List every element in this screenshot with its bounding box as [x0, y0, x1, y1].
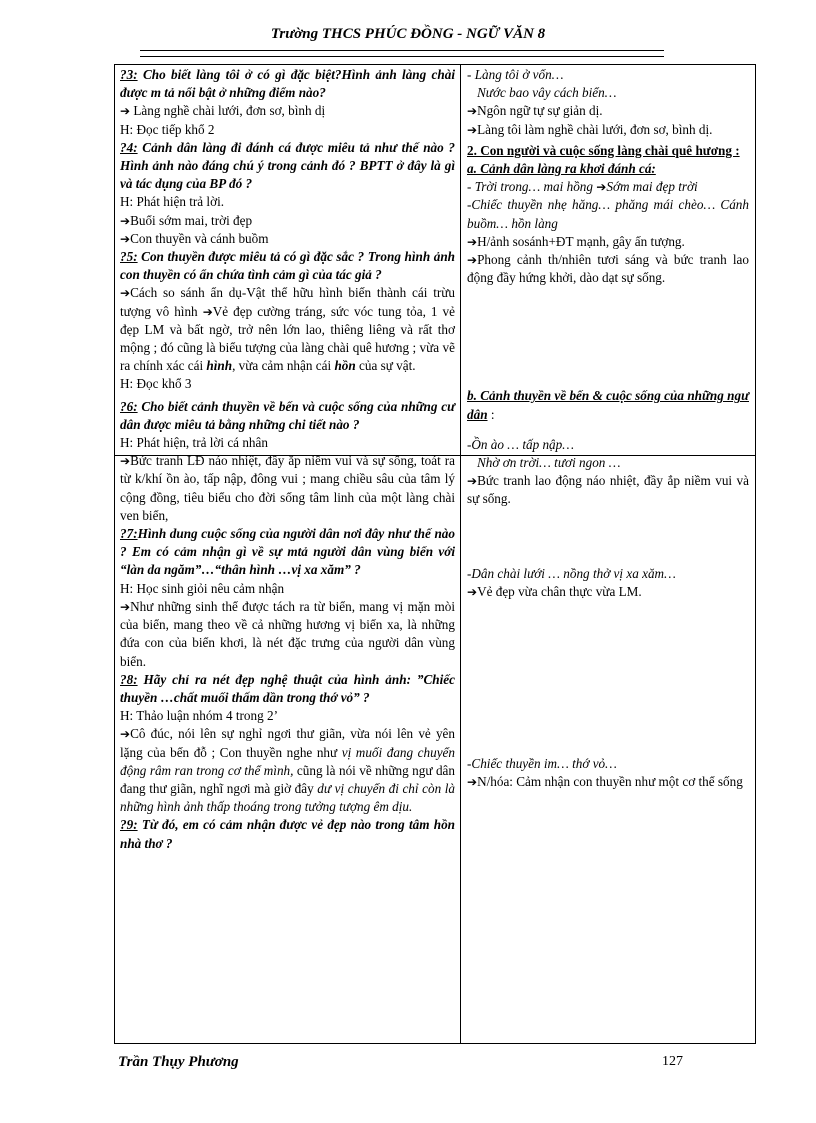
instruction-phathien: H: Phát hiện trả lời.	[120, 194, 225, 210]
quote-troi-trong: - Trời trong… mai hồng ➔Sớm mai đẹp trời	[467, 179, 698, 195]
note-nhan-hoa: ➔N/hóa: Cảm nhận con thuyền như một cơ thể sống	[467, 774, 743, 790]
answer-8: ➔Cô đúc, nói lên sự nghỉ ngơi thư giãn, vừa nói lên vẻ yên lặng của bến đỗ ; Con thuyền nghe như vị muối đang chuyển động râm ran trong cơ thể mình, cũng là nói về những ngư dân đang thư giãn, nghĩ ngơi mà giờ đây dư vị chuyến đi chỉ còn là những hình ảnh thấp thoáng trong tưởng tượng êm dịu.	[120, 726, 456, 815]
answer-4-2: ➔Con thuyền và cánh buồm	[120, 230, 269, 246]
instruction-canhan: H: Phát hiện, trả lời cá nhân	[120, 435, 268, 451]
arrow-icon: ➔	[596, 180, 607, 195]
answer-7: ➔Như những sinh thể được tách ra từ biển, mang vị mặn mòi của biển, mang theo về cả những hương vị biển xa, là những đứa con của biển khơi, là nét đặc trưng của người dân vùng biển.	[120, 598, 455, 669]
note-ve-dep: ➔Vẻ đẹp vừa chân thực vừa LM.	[467, 583, 642, 599]
section-2-heading: 2. Con người và cuộc sống làng chài quê hương :	[467, 142, 740, 158]
question-5: ?5: Con thuyền được miêu tả có gì đặc sắc ? Trong hình ảnh con thuyền có ẩn chứa tình cảm gì của tác giả ?	[120, 249, 455, 283]
instruction-hsgioi: H: Học sinh giỏi nêu cảm nhận	[120, 580, 285, 596]
answer-3: ➔ Làng nghề chài lưới, đơn sơ, bình dị	[120, 103, 326, 119]
arrow-icon: ➔	[120, 213, 131, 228]
quote-nuoc-bao-vay: Nước bao vây cách biển…	[477, 85, 617, 101]
arrow-icon: ➔	[467, 775, 478, 790]
quote-nho-on-troi: Nhờ ơn trời… tươi ngon …	[477, 455, 621, 471]
instruction-kho2: H: Đọc tiếp khổ 2	[120, 121, 215, 137]
arrow-icon: ➔	[467, 253, 478, 268]
quote-on-ao: -Ồn ào … tấp nập…	[467, 436, 574, 452]
section-b-heading: b. Cảnh thuyền về bến & cuộc sống của những ngư dân :	[467, 388, 749, 422]
arrow-icon: ➔	[467, 104, 478, 119]
note-ngon-ngu: ➔Ngôn ngữ tự sự giản dị.	[467, 103, 603, 119]
note-phong-canh: ➔Phong cảnh th/nhiên tươi sáng và bức tranh lao động đầy hứng khởi, dào dạt sự sống.	[467, 252, 749, 286]
answer-5: ➔Cách so sánh ẩn dụ-Vật thể hữu hình biến thành cái trừu tượng vô hình ➔Vẻ đẹp cường tráng, sức vóc tung tỏa, 1 vẻ đẹp LM và bất ngờ, trở nên lớn lao, thiêng liêng và rất thơ mộng ; đó cũng là biểu tượng của làng chài quê hương ; vừa vẽ ra chính xác cái hình, vừa cảm nhận cái hồn của sự vật.	[120, 285, 456, 374]
arrow-icon: ➔	[467, 234, 478, 249]
question-6: ?6: Cho biết cảnh thuyền về bến và cuộc sống của những cư dân được miêu tả bằng những chi tiết nào ?	[120, 398, 455, 432]
section-a-heading: a. Cảnh dân làng ra khơi đánh cá:	[467, 161, 656, 177]
column-divider	[460, 65, 461, 1043]
arrow-icon: ➔	[120, 599, 131, 614]
arrow-icon: ➔	[467, 474, 478, 489]
arrow-icon: ➔	[120, 231, 131, 246]
instruction-kho3: H: Đọc khổ 3	[120, 376, 192, 392]
quote-dan-chai: -Dân chài lưới … nồng thở vị xa xăm…	[467, 565, 676, 581]
question-8: ?8: Hãy chỉ ra nét đẹp nghệ thuật của hình ảnh: ”Chiếc thuyền …chất muối thấm dần trong thớ vỏ” ?	[120, 671, 455, 705]
answer-4-1: ➔Buổi sớm mai, trời đẹp	[120, 212, 253, 228]
quote-lang-toi: - Làng tôi ở vốn…	[467, 67, 564, 82]
arrow-icon: ➔	[120, 104, 131, 119]
arrow-icon: ➔	[120, 454, 131, 469]
quote-chiec-thuyen: -Chiếc thuyền nhẹ hăng… phăng mái chèo… Cánh buồm… hồn làng	[467, 197, 749, 231]
left-column	[120, 66, 455, 853]
question-9: ?9: Từ đó, em có cảm nhận được vẻ đẹp nào trong tâm hồn nhà thơ ?	[120, 817, 455, 851]
quote-chiec-thuyen-im: -Chiếc thuyền im… thớ vỏ…	[467, 756, 617, 772]
note-buc-tranh: ➔Bức tranh lao động náo nhiệt, đầy ắp niềm vui và sự sống.	[467, 473, 749, 507]
question-4: ?4: Cảnh dân làng đi đánh cá được miêu tả như thế nào ? Hình ảnh nào đáng chú ý trong cảnh đó ? BPTT ở đây là gì và tác dụng của BP đó ?	[120, 139, 455, 192]
note-lang-toi: ➔Làng tôi làm nghề chài lưới, đơn sơ, bình dị.	[467, 121, 713, 137]
arrow-icon: ➔	[120, 727, 131, 742]
lesson-table	[114, 64, 756, 1044]
question-3: ?3: Cho biết làng tôi ở có gì đặc biệt?Hình ảnh làng chài được m tả nổi bật ở những điểm nào?	[120, 67, 455, 101]
arrow-icon: ➔	[467, 584, 478, 599]
header-rule	[140, 50, 664, 57]
arrow-icon: ➔	[120, 286, 131, 301]
page-number: 127	[662, 1054, 683, 1069]
question-7: ?7:Hình dung cuộc sống của người dân nơi đây như thế nào ? Em có cảm nhận gì về sự mtả người dân vùng biển với “làn da ngăm”…“thân hình …vị xa xăm” ?	[120, 526, 455, 578]
arrow-icon: ➔	[467, 122, 478, 137]
answer-6: ➔Bức tranh LĐ náo nhiệt, đầy ắp niềm vui và sự sống, toát ra từ k/khí ồn ào, tấp nập, đông vui ; mang chiều sâu của tâm lý cộng đồng, tiêu biểu cho đời sống tâm linh của một làng chài ven biển,	[120, 453, 455, 523]
instruction-thaoluan: H: Thảo luận nhóm 4 trong 2’	[120, 708, 278, 724]
page-header: Trường THCS PHÚC ĐỒNG - NGỮ VĂN 8	[270, 26, 546, 42]
right-column	[467, 66, 749, 791]
note-hanh-sosanh: ➔H/ảnh sosánh+ĐT mạnh, gây ấn tượng.	[467, 233, 685, 249]
footer-author: Trần Thụy Phương	[118, 1054, 239, 1070]
arrow-icon: ➔	[202, 304, 213, 319]
